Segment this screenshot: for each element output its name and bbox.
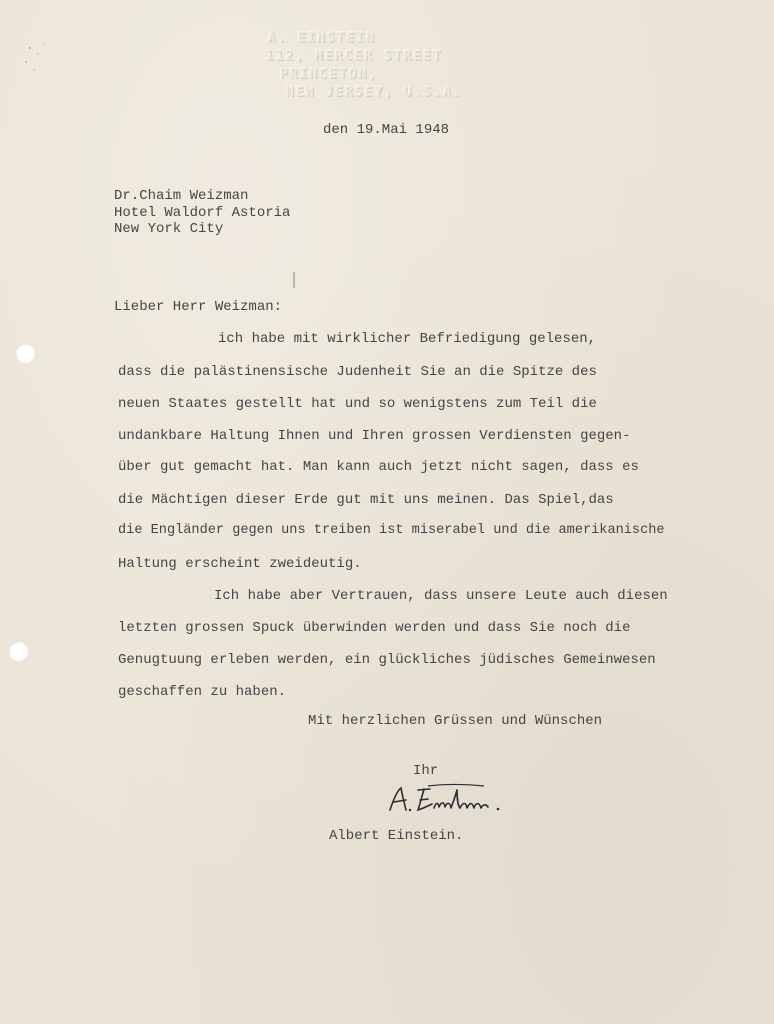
body-line: Haltung erscheint zweideutig. xyxy=(118,556,362,572)
address-line: New York City xyxy=(114,221,224,237)
paper-stain xyxy=(18,40,58,80)
salutation: Lieber Herr Weizman: xyxy=(114,299,283,315)
closing-line: Mit herzlichen Grüssen und Wünschen xyxy=(308,713,603,729)
punch-hole xyxy=(8,641,28,661)
body-line: ich habe mit wirklicher Befriedigung gelesen, xyxy=(218,331,597,347)
body-line: geschaffen zu haben. xyxy=(118,684,287,700)
body-line: dass die palästinensische Judenheit Sie an die Spitze des xyxy=(118,364,597,380)
closing-ihr: Ihr xyxy=(413,763,439,779)
address-line: Dr.Chaim Weizman xyxy=(114,188,249,204)
body-line: undankbare Haltung Ihnen und Ihren grossen Verdiensten gegen- xyxy=(118,428,631,444)
paper-mark xyxy=(293,272,295,288)
handwritten-signature xyxy=(384,780,514,820)
body-line: neuen Staates gestellt hat und so wenigstens zum Teil die xyxy=(118,396,597,412)
typed-signature-name: Albert Einstein. xyxy=(329,828,464,844)
address-line: Hotel Waldorf Astoria xyxy=(114,204,291,221)
letterhead-line: A. EINSTEIN xyxy=(268,31,377,46)
embossed-letterhead xyxy=(266,30,476,102)
body-line: Genugtuung erleben werden, ein glückliches jüdisches Gemeinwesen xyxy=(118,652,656,668)
body-line: die Mächtigen dieser Erde gut mit uns meinen. Das Spiel,das xyxy=(118,492,614,508)
letterhead-line: PRINCETON, xyxy=(280,67,379,82)
body-line: die Engländer gegen uns treiben ist miserabel und die amerikanische xyxy=(118,523,665,538)
letterhead-line: NEW JERSEY, U.S.A. xyxy=(286,85,463,100)
body-line: über gut gemacht hat. Man kann auch jetzt nicht sagen, dass es xyxy=(118,459,639,475)
letterhead-line: 112, MERCER STREET xyxy=(266,49,443,64)
body-line: letzten grossen Spuck überwinden werden und dass Sie noch die xyxy=(118,620,631,636)
body-line: Ich habe aber Vertrauen, dass unsere Leute auch diesen xyxy=(214,588,668,604)
letter-date: den 19.Mai 1948 xyxy=(323,122,450,138)
recipient-address xyxy=(114,188,290,238)
punch-hole xyxy=(15,343,35,363)
